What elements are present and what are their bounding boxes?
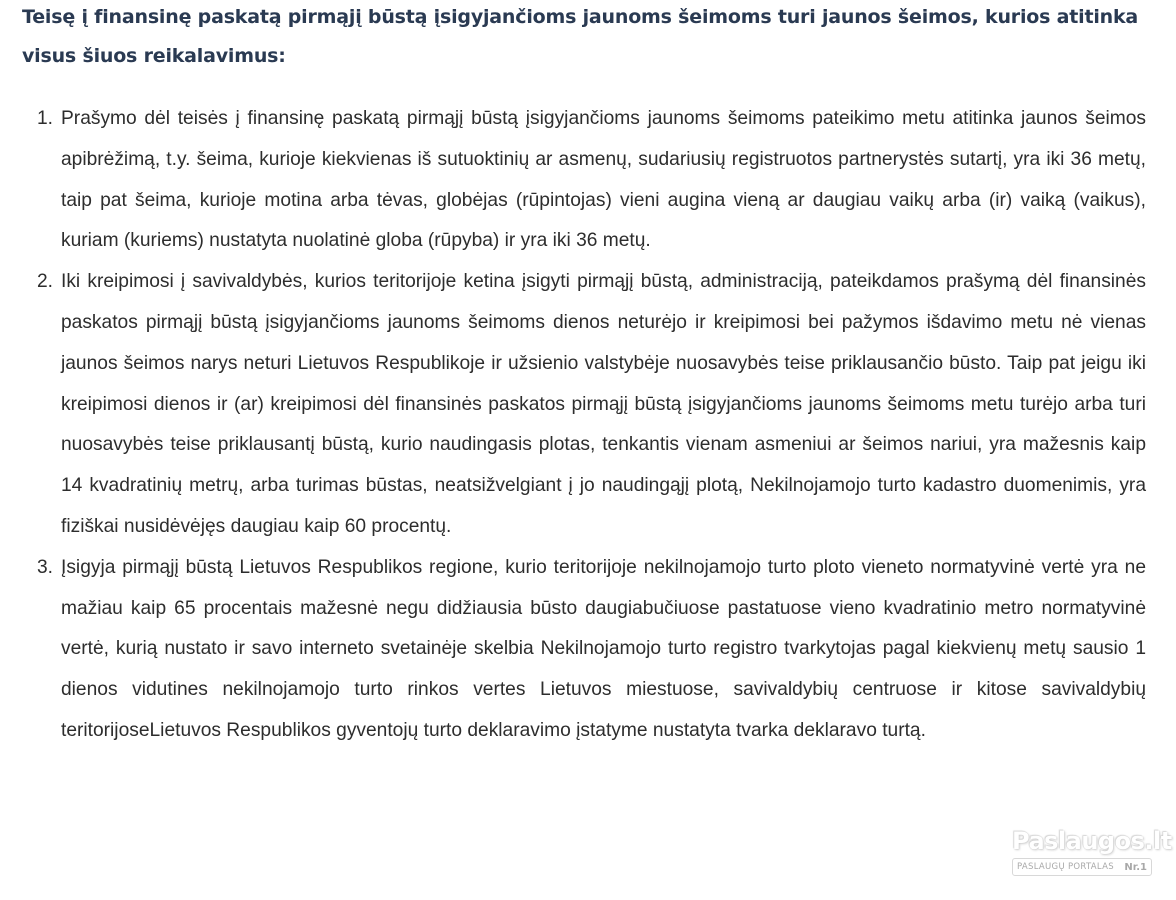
requirement-item-1	[22, 99, 1146, 262]
watermark-tagline	[1012, 858, 1152, 876]
requirement-text: Prašymo dėl teisės į finansinę paskatą pirmąjį būstą įsigyjančioms jaunoms šeimoms pateikimo metu atitinka jaunos šeimos apibrėžimą, t.y. šeima, kurioje kiekvienas iš sutuoktinių ar asmenų, sudariusių registruotos partnerystės sutartį, yra iki 36 metų, taip pat šeima, kurioje motina arba tėvas, globėjas (rūpintojas) vieni augina vieną ar daugiau vaikų arba (ir) vaiką (vaikus), kuriam (kuriems) nustatyta nuolatinė globa (rūpyba) ir yra iki 36 metų.	[61, 108, 1146, 252]
requirement-number: 3.	[37, 556, 54, 578]
watermark-subtitle: PASLAUGŲ PORTALAS	[1017, 862, 1114, 872]
watermark-logo	[1012, 826, 1172, 878]
requirement-text: Iki kreipimosi į savivaldybės, kurios teritorijoje ketina įsigyti pirmąjį būstą, administraciją, pateikdamos prašymą dėl finansinės paskatos pirmąjį būstą įsigyjančioms jaunoms šeimoms dienos neturėjo ir kreipimosi bei pažymos išdavimo metu nė vienas jaunos šeimos narys neturi Lietuvos Respublikoje ir užsienio valstybėje nuosavybės teise priklausančio būsto. Taip pat jeigu iki kreipimosi dienos ir (ar) kreipimosi dėl finansinės paskatos pirmąjį būstą įsigyjančioms jaunoms šeimoms metu turėjo arba turi nuosavybės teise priklausantį būstą, kurio naudingasis plotas, tenkantis vienam asmeniui ar šeimos nariui, yra mažesnis kaip 14 kvadratinių metrų, arba turimas būstas, neatsižvelgiant į jo naudingąjį plotą, Nekilnojamojo turto kadastro duomenimis, yra fiziškai nusidėvėjęs daugiau kaip 60 procentų.	[61, 271, 1146, 537]
watermark-rank: Nr.1	[1124, 861, 1147, 873]
requirement-number: 1.	[37, 108, 54, 129]
requirements-list	[22, 99, 1146, 752]
requirement-item-2	[22, 262, 1146, 548]
requirement-text: Įsigyja pirmąjį būstą Lietuvos Respublikos regione, kurio teritorijoje nekilnojamojo turto ploto vieneto normatyvinė vertė yra ne mažiau kaip 65 procentais mažesnė negu didžiausia būsto daugiabučiuose pastatuose vieno kvadratinio metro normatyvinė vertė, kurią nustato ir savo interneto svetainėje skelbia Nekilnojamojo turto registro tvarkytojas pagal kiekvienų metų sausio 1 dienos vidutines nekilnojamojo turto rinkos vertes Lietuvos miestuose, savivaldybių centruose ir kitose savivaldybių teritorijoseLietuvos Respublikos gyventojų turto deklaravimo įstatyme nustatyta tvarka deklaravo turtą.	[61, 556, 1146, 741]
watermark-brand: Paslaugos.lt	[1012, 827, 1172, 855]
requirement-item-3	[22, 548, 1146, 752]
page-heading: Teisę į finansinę paskatą pirmąjį būstą įsigyjančioms jaunoms šeimoms turi jaunos šeimos, kurios atitinka visus šiuos reikalavimus:	[22, 6, 1139, 67]
requirement-number: 2.	[37, 271, 54, 293]
